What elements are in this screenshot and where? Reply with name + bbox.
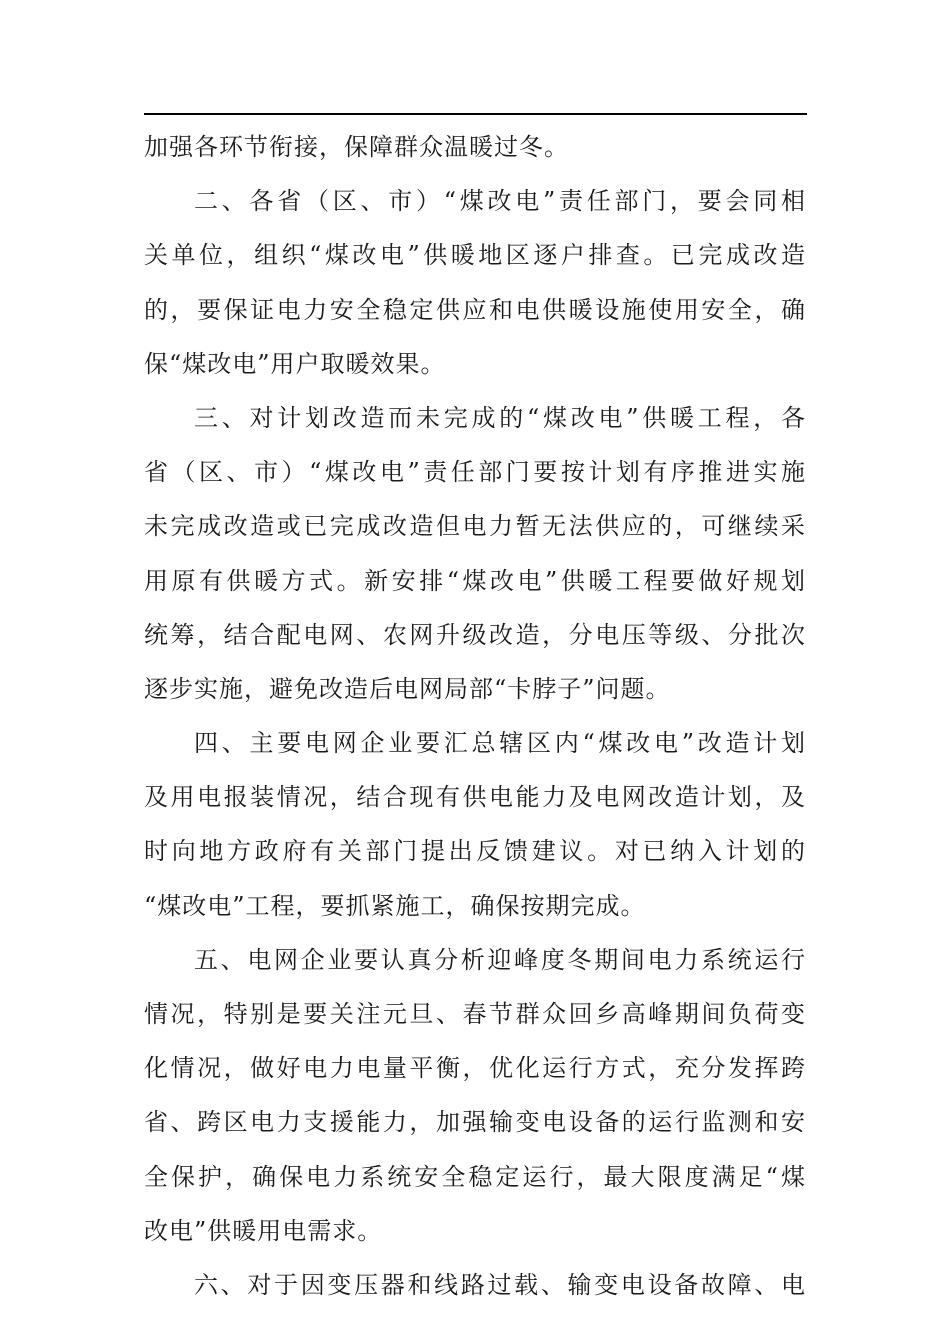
text-line: 加强各环节衔接，保障群众温暖过冬。: [144, 133, 569, 161]
text-line: 关单位，组织“煤改电”供暖地区逐户排查。已完成改造: [144, 241, 806, 270]
text-line: 改电”供暖用电需求。: [144, 1216, 383, 1245]
text-line: 省（区、市）“煤改电”责任部门要按计划有序推进实施: [144, 458, 806, 487]
text-line: 全保护，确保电力系统安全稳定运行，最大限度满足“煤: [144, 1162, 806, 1191]
text-line: 情况，特别是要关注元旦、春节群众回乡高峰期间负荷变: [144, 1000, 806, 1028]
text-line: 的，要保证电力安全稳定供应和电供暖设施使用安全，确: [144, 295, 806, 324]
paragraph-4-line: 四、主要电网企业要汇总辖区内“煤改电”改造计划: [194, 729, 806, 758]
text-line: 逐步实施，避免改造后电网局部“卡脖子”问题。: [144, 674, 671, 703]
text-line: 用原有供暖方式。新安排“煤改电”供暖工程要做好规划: [144, 566, 806, 595]
paragraph-3-line: 三、对计划改造而未完成的“煤改电”供暖工程，各: [194, 403, 806, 432]
text-line: “煤改电”工程，要抓紧施工，确保按期完成。: [144, 891, 646, 920]
header-rule: [144, 113, 807, 115]
text-line: 及用电报装情况，结合现有供电能力及电网改造计划，及: [144, 783, 806, 812]
text-line: 省、跨区电力支援能力，加强输变电设备的运行监测和安: [144, 1108, 806, 1137]
document-body: [144, 120, 806, 1312]
text-line: 化情况，做好电力电量平衡，优化运行方式，充分发挥跨: [144, 1054, 806, 1083]
text-line: 未完成改造或已完成改造但电力暂无法供应的，可继续采: [144, 512, 806, 541]
paragraph-6-line: 六、对于因变压器和线路过载、输变电设备故障、电: [194, 1270, 806, 1299]
paragraph-2-line: 二、各省（区、市）“煤改电”责任部门，要会同相: [194, 187, 806, 216]
text-line: 保“煤改电”用户取暖效果。: [144, 349, 446, 378]
paragraph-5-line: 五、电网企业要认真分析迎峰度冬期间电力系统运行: [194, 945, 806, 974]
text-line: 统筹，结合配电网、农网升级改造，分电压等级、分批次: [144, 620, 806, 649]
text-line: 时向地方政府有关部门提出反馈建议。对已纳入计划的: [144, 837, 806, 866]
